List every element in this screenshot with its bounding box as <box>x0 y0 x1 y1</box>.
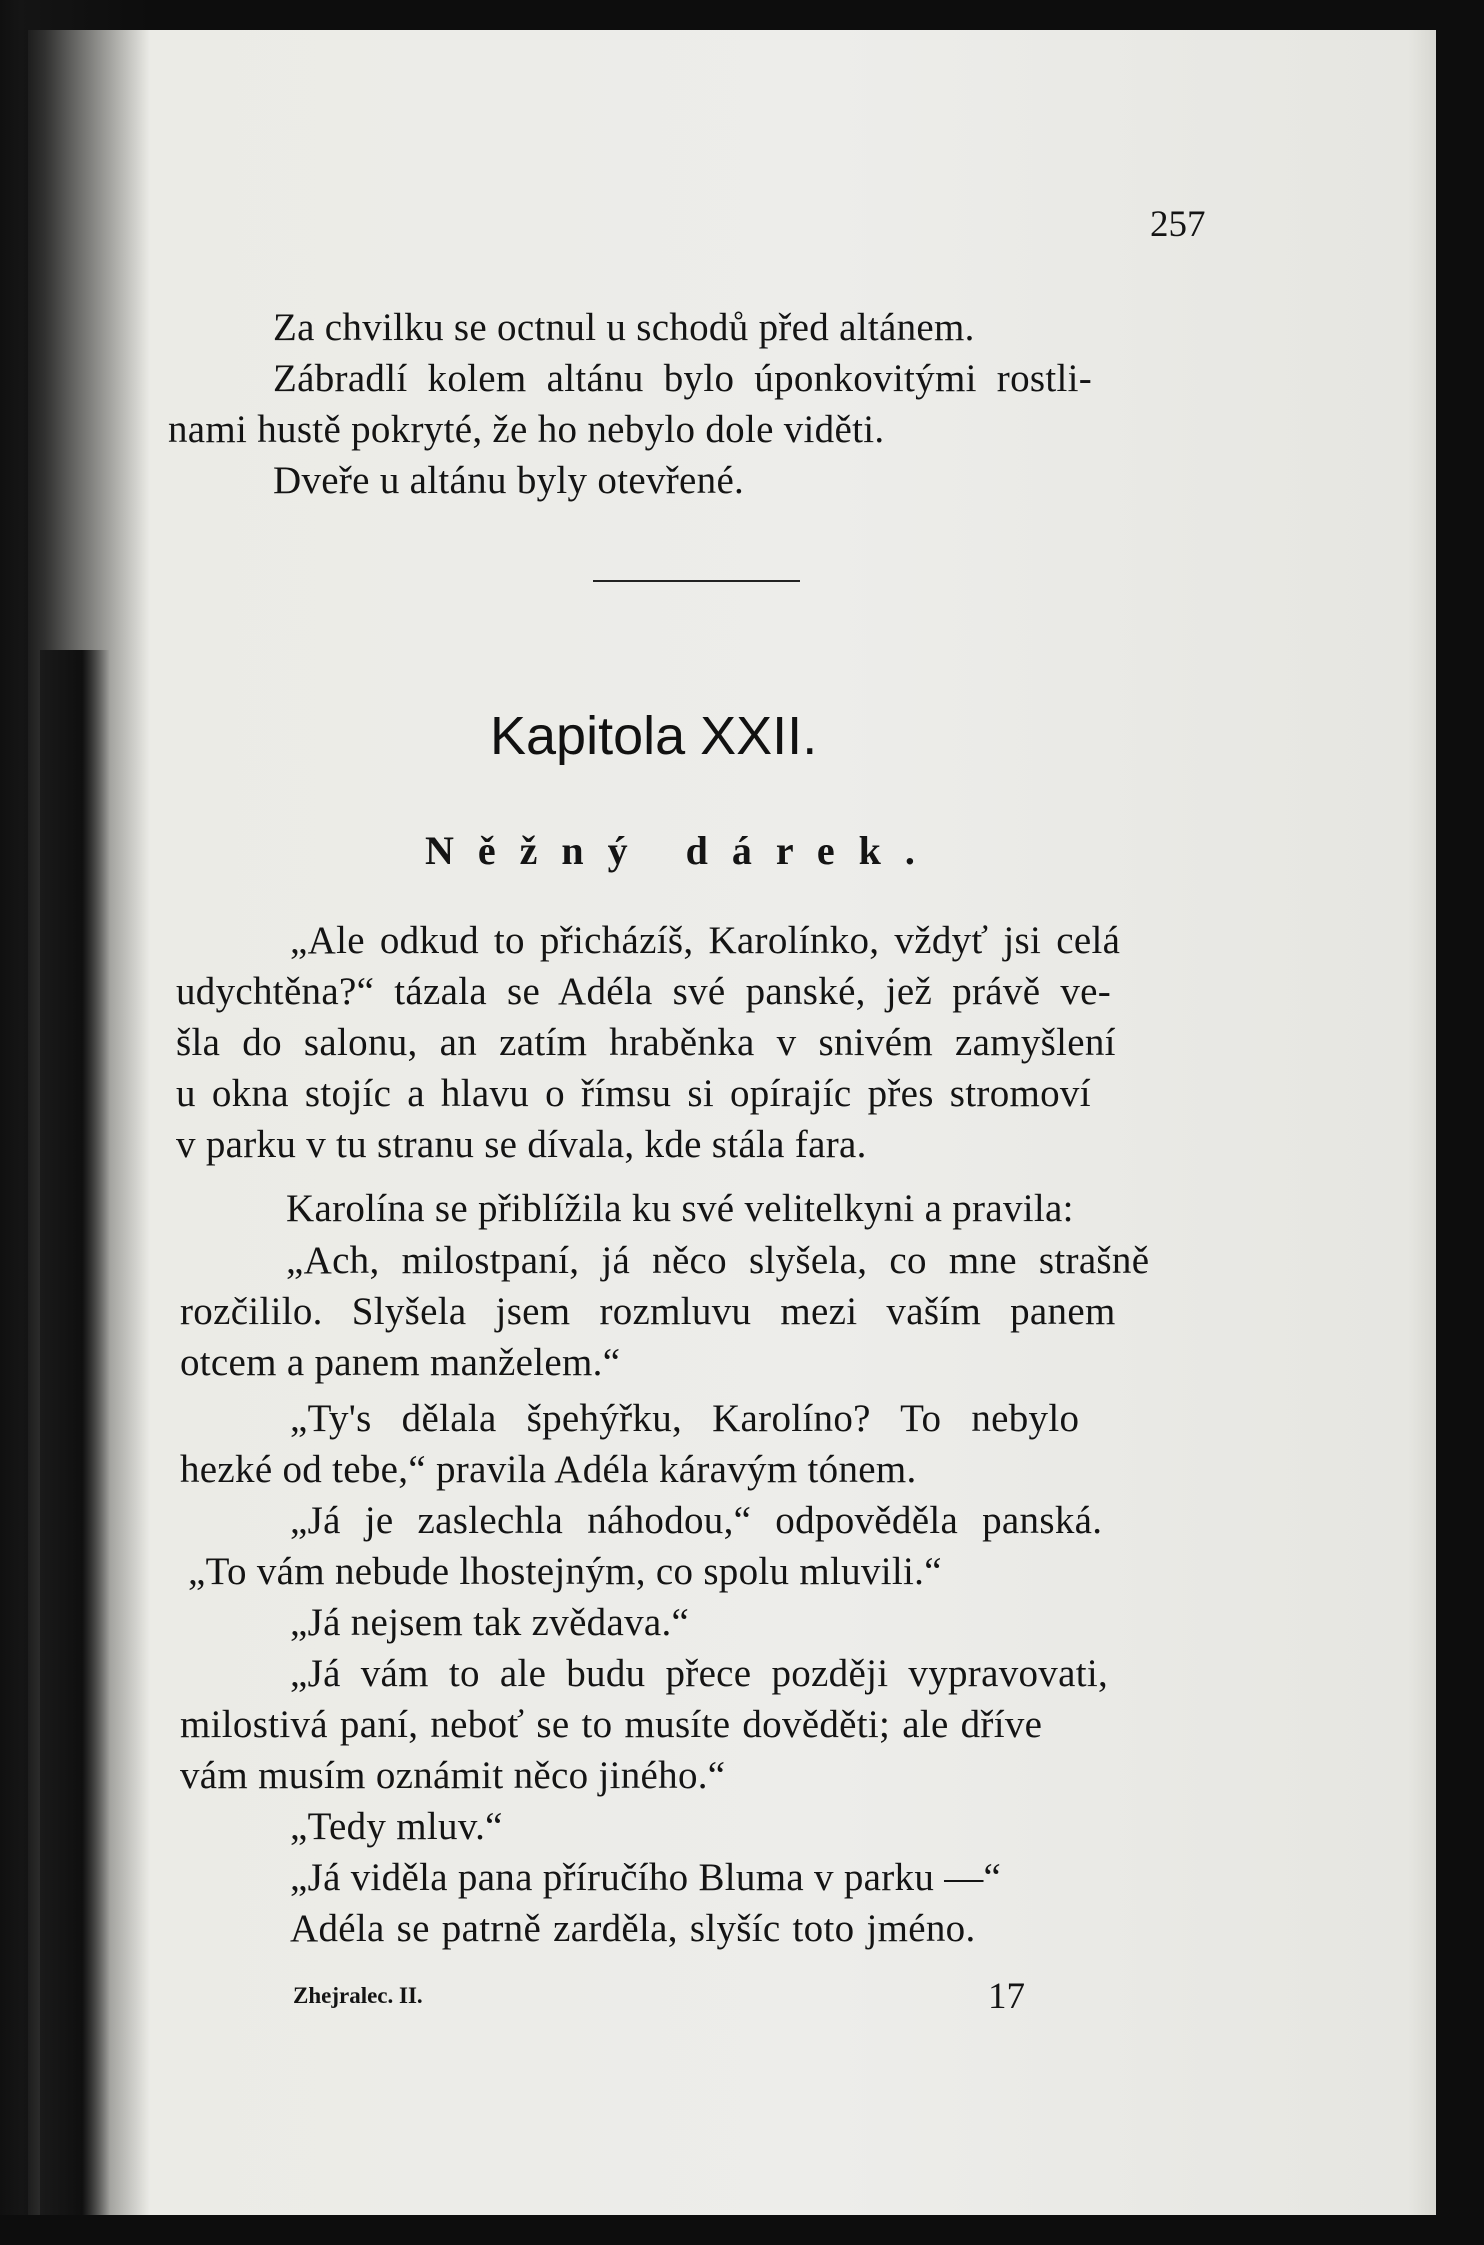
page-number: 257 <box>1150 204 1206 245</box>
right-border <box>1436 0 1484 2245</box>
text-line: u okna stojíc a hlavu o římsu si opírajíc přes stromoví <box>176 1072 1091 1115</box>
book-spine-strip <box>40 650 110 2245</box>
sheet-number: 17 <box>988 1976 1025 2017</box>
text-line: hezké od tebe,“ pravila Adéla káravým tónem. <box>180 1448 917 1491</box>
text-line: „Já viděla pana příručího Bluma v parku —“ <box>290 1856 1002 1899</box>
text-line: Za chvilku se octnul u schodů před altánem. <box>273 306 975 349</box>
chapter-subtitle: Něžný dárek. <box>425 828 939 873</box>
text-line: v parku v tu stranu se dívala, kde stála fara. <box>176 1123 867 1166</box>
text-line: nami hustě pokryté, že ho nebylo dole viděti. <box>168 408 885 451</box>
section-divider <box>593 580 800 582</box>
text-line: „Já vám to ale budu přece později vypravovati, <box>290 1652 1109 1695</box>
text-line: šla do salonu, an zatím hraběnka v snivém zamyšlení <box>176 1021 1116 1064</box>
text-line: rozčililo. Slyšela jsem rozmluvu mezi vaším panem <box>180 1290 1116 1333</box>
text-line: udychtěna?“ tázala se Adéla své panské, jež právě ve- <box>176 970 1112 1013</box>
text-line: Adéla se patrně zarděla, slyšíc toto jméno. <box>290 1907 976 1950</box>
text-line: otcem a panem manželem.“ <box>180 1341 621 1384</box>
text-line: „Já je zaslechla náhodou,“ odpověděla panská. <box>290 1499 1103 1542</box>
chapter-heading: Kapitola XXII. <box>490 706 818 766</box>
text-line: vám musím oznámit něco jiného.“ <box>180 1754 726 1797</box>
text-line: „Tedy mluv.“ <box>290 1805 503 1848</box>
text-line: Karolína se přiblížila ku své velitelkyni a pravila: <box>286 1187 1074 1230</box>
text-line: milostivá paní, neboť se to musíte dověděti; ale dříve <box>180 1703 1043 1746</box>
bottom-border <box>0 2215 1484 2245</box>
footer-signature: Zhejralec. II. <box>293 1983 423 2008</box>
text-line: „Ach, milostpaní, já něco slyšela, co mne strašně <box>286 1239 1150 1282</box>
text-line: „Já nejsem tak zvědava.“ <box>290 1601 690 1644</box>
text-line: Dveře u altánu byly otevřené. <box>273 459 745 502</box>
text-line: „Ty's dělala špehýřku, Karolíno? To nebylo <box>290 1397 1080 1440</box>
text-line: „To vám nebude lhostejným, co spolu mluvili.“ <box>188 1550 942 1593</box>
text-line: „Ale odkud to přicházíš, Karolínko, vždyť jsi celá <box>290 919 1121 962</box>
text-line: Zábradlí kolem altánu bylo úponkovitými rostli- <box>273 357 1093 400</box>
